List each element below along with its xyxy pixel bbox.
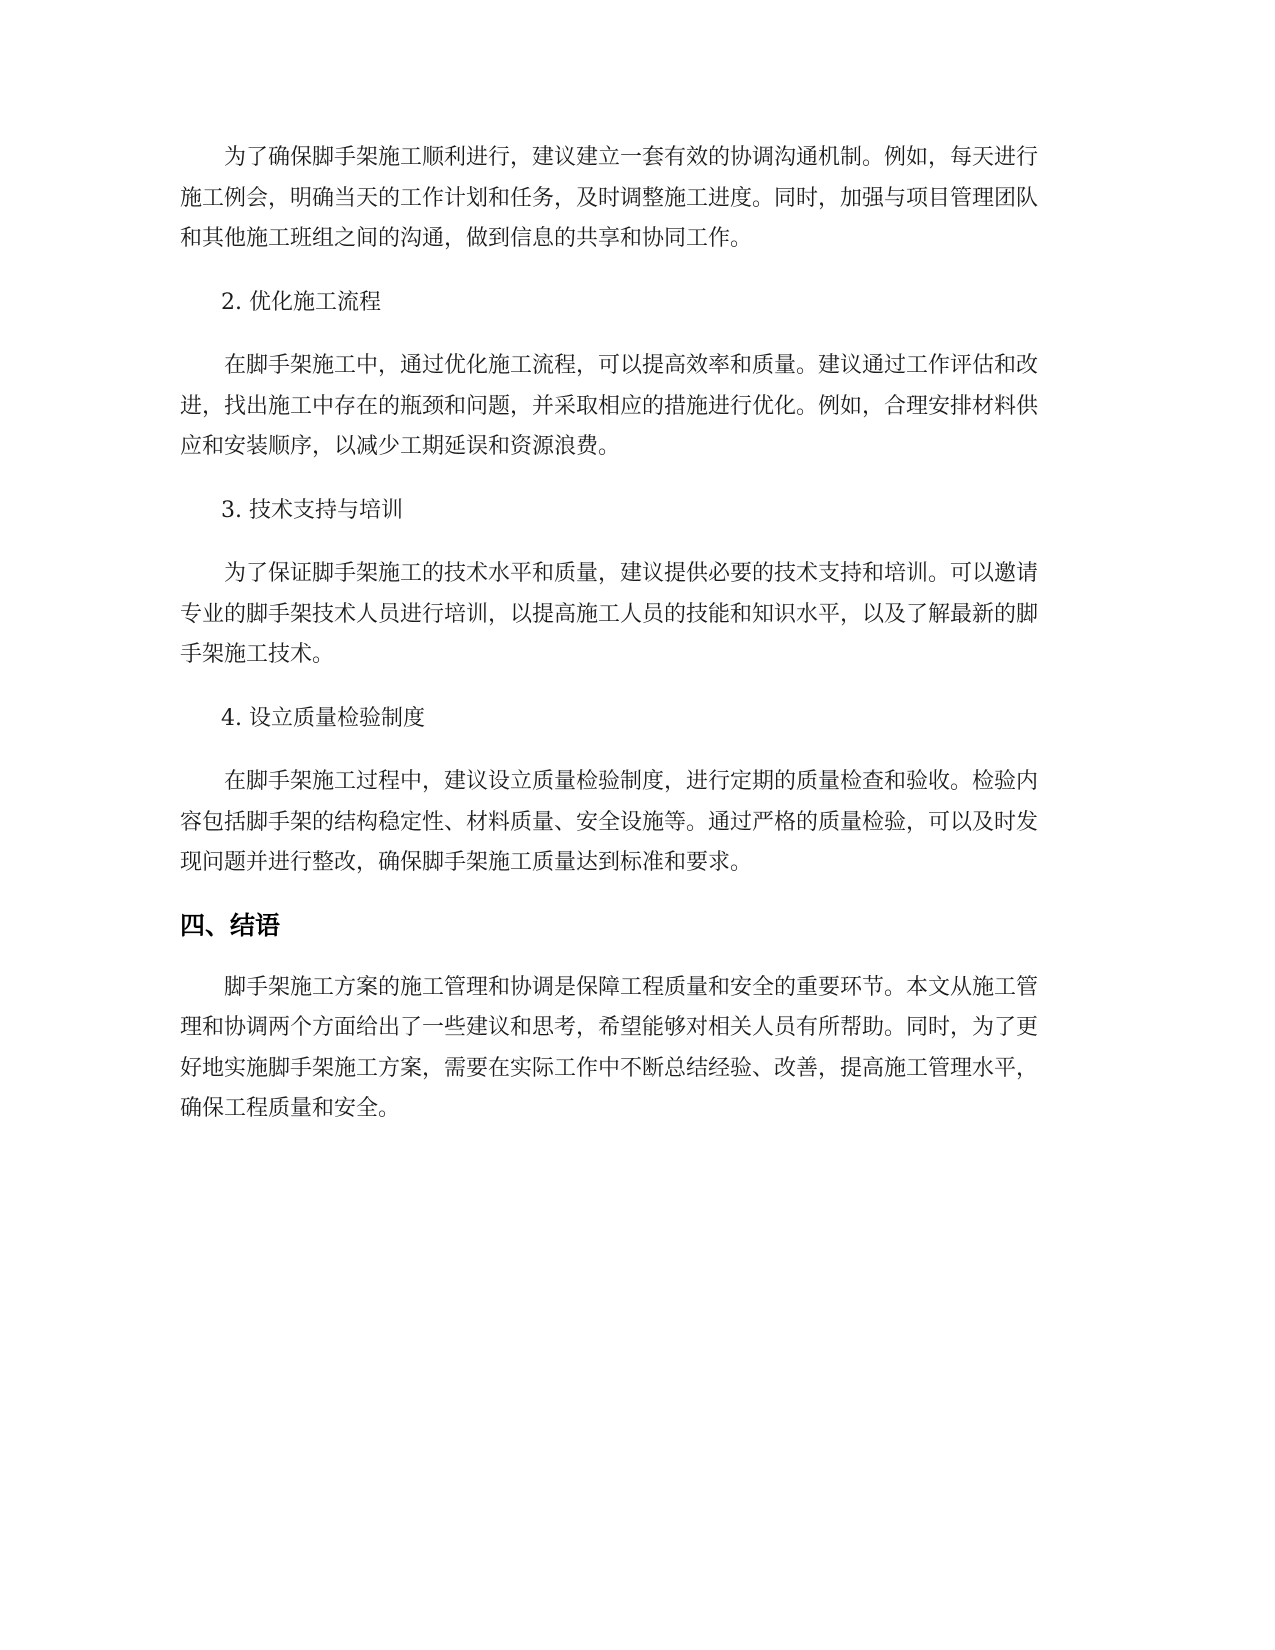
list-item-tech-support: 3. 技术支持与培训 [221, 497, 403, 523]
paragraph-conclusion: 脚手架施工方案的施工管理和协调是保障工程质量和安全的重要环节。本文从施工管理和协调两个方面给出了一些建议和思考，希望能够对相关人员有所帮助。同时，为了更好地实施脚手架施工方案，需要在实际工作中不断总结经验、改善，提高施工管理水平，确保工程质量和安全。 [180, 974, 1039, 1121]
paragraph-optimize-process: 在脚手架施工中，通过优化施工流程，可以提高效率和质量。建议通过工作评估和改进，找出施工中存在的瓶颈和问题，并采取相应的措施进行优化。例如，合理安排材料供应和安装顺序，以减少工期延误和资源浪费。 [180, 353, 1039, 459]
paragraph-communication: 为了确保脚手架施工顺利进行，建议建立一套有效的协调沟通机制。例如，每天进行施工例会，明确当天的工作计划和任务，及时调整施工进度。同时，加强与项目管理团队和其他施工班组之间的沟通，做到信息的共享和协同工作。 [180, 145, 1039, 251]
list-item-quality-inspection: 4. 设立质量检验制度 [221, 705, 425, 731]
section-heading-conclusion: 四、结语 [180, 910, 281, 940]
paragraph-quality-inspection: 在脚手架施工过程中，建议设立质量检验制度，进行定期的质量检查和验收。检验内容包括脚手架的结构稳定性、材料质量、安全设施等。通过严格的质量检验，可以及时发现问题并进行整改，确保脚手架施工质量达到标准和要求。 [180, 769, 1039, 875]
list-item-optimize-process: 2. 优化施工流程 [221, 289, 381, 315]
paragraph-tech-support: 为了保证脚手架施工的技术水平和质量，建议提供必要的技术支持和培训。可以邀请专业的脚手架技术人员进行培训，以提高施工人员的技能和知识水平，以及了解最新的脚手架施工技术。 [180, 561, 1039, 667]
document-page [180, 138, 1038, 1130]
